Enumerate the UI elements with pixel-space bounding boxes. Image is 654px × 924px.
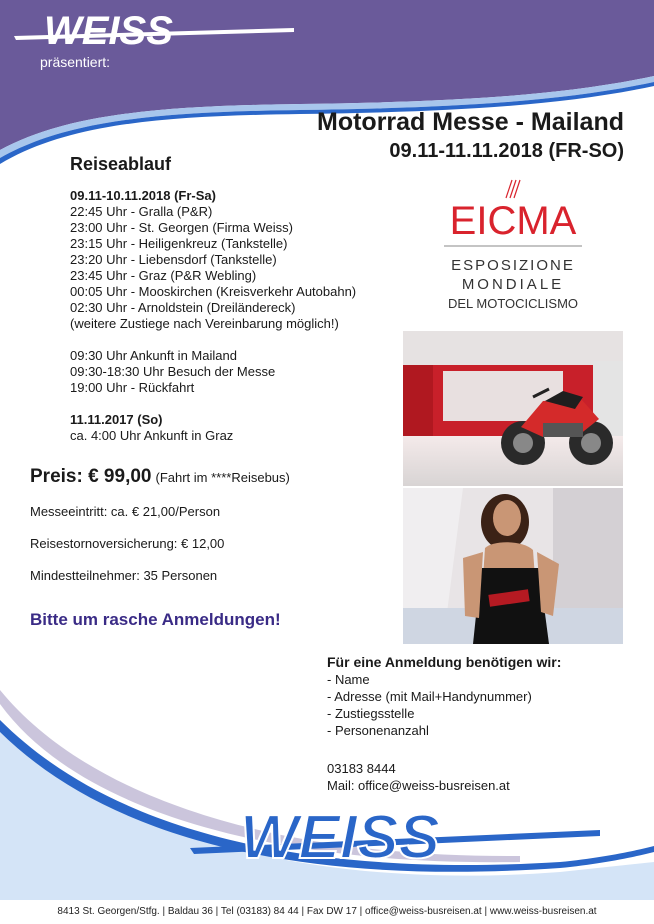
- call-to-action: Bitte um rasche Anmeldungen!: [30, 610, 281, 629]
- event-item: 09:30-18:30 Uhr Besuch der Messe: [70, 364, 276, 379]
- insurance-fee: Reisestornoversicherung: € 12,00: [30, 536, 225, 551]
- registration-item: - Name: [327, 672, 370, 687]
- day2-text: ca. 4:00 Uhr Ankunft in Graz: [70, 428, 234, 443]
- eicma-line3: DEL MOTOCICLISMO: [447, 296, 579, 311]
- registration-heading: Für eine Anmeldung benötigen wir:: [327, 654, 562, 670]
- stop-item: 23:15 Uhr - Heiligenkreuz (Tankstelle): [70, 236, 288, 251]
- weiss-logo-bottom: [180, 800, 610, 866]
- price-main: Preis: € 99,00: [30, 466, 152, 487]
- stop-item: 23:20 Uhr - Liebensdorf (Tankstelle): [70, 252, 277, 267]
- schedule-block: [70, 188, 400, 444]
- event-item: 19:00 Uhr - Rückfahrt: [70, 380, 195, 395]
- stop-item: 23:45 Uhr - Graz (P&R Webling): [70, 268, 257, 283]
- min-participants: Mindestteilnehmer: 35 Personen: [30, 568, 218, 583]
- motorcycle-photo: [403, 331, 623, 486]
- day2-heading: 11.11.2017 (So): [70, 412, 163, 427]
- event-title: Motorrad Messe - Mailand: [317, 108, 624, 136]
- contact-mail[interactable]: Mail: office@weiss-busreisen.at: [327, 778, 510, 793]
- spacer: [70, 396, 400, 412]
- spacer: [70, 332, 400, 348]
- stop-item: 23:00 Uhr - St. Georgen (Firma Weiss): [70, 220, 293, 235]
- day1-heading: 09.11-10.11.2018 (Fr-Sa): [70, 188, 216, 203]
- price-note: (Fahrt im ****Reisebus): [155, 470, 290, 485]
- contact-phone: 03183 8444: [327, 761, 396, 776]
- registration-block: [327, 654, 647, 739]
- stop-item: 00:05 Uhr - Mooskirchen (Kreisverkehr Autobahn): [70, 284, 357, 299]
- stop-item: 02:30 Uhr - Arnoldstein (Dreiländereck): [70, 300, 296, 315]
- price-line: [30, 466, 290, 488]
- registration-item: - Adresse (mit Mail+Handynummer): [327, 689, 532, 704]
- eicma-line1: ESPOSIZIONE: [451, 257, 575, 274]
- registration-item: - Personenanzahl: [327, 723, 429, 738]
- stop-item: 22:45 Uhr - Gralla (P&R): [70, 204, 213, 219]
- entry-fee: Messeeintritt: ca. € 21,00/Person: [30, 504, 221, 519]
- logo-text: WEISS: [44, 9, 173, 50]
- event-dates: 09.11-11.11.2018 (FR-SO): [389, 140, 624, 162]
- schedule-title: Reiseablauf: [70, 154, 172, 174]
- weiss-logo-top: [4, 6, 304, 50]
- eicma-name: EICMA: [449, 199, 577, 243]
- registration-item: - Zustiegsstelle: [327, 706, 415, 721]
- promo-model-photo: [403, 488, 623, 644]
- logo-text: WEISS: [240, 803, 440, 866]
- eicma-logo: [440, 178, 586, 318]
- contact-block: [327, 760, 510, 794]
- footer-address: 8413 St. Georgen/Stfg. | Baldau 36 | Tel (03183) 84 44 | Fax DW 17 | office@weiss-busreisen.at | www.weiss-busreisen.at: [57, 906, 597, 917]
- event-item: 09:30 Uhr Ankunft in Mailand: [70, 348, 237, 363]
- stop-note: (weitere Zustiege nach Vereinbarung möglich!): [70, 316, 339, 331]
- eicma-line2: MONDIALE: [461, 276, 565, 293]
- presents-label: präsentiert:: [40, 54, 111, 70]
